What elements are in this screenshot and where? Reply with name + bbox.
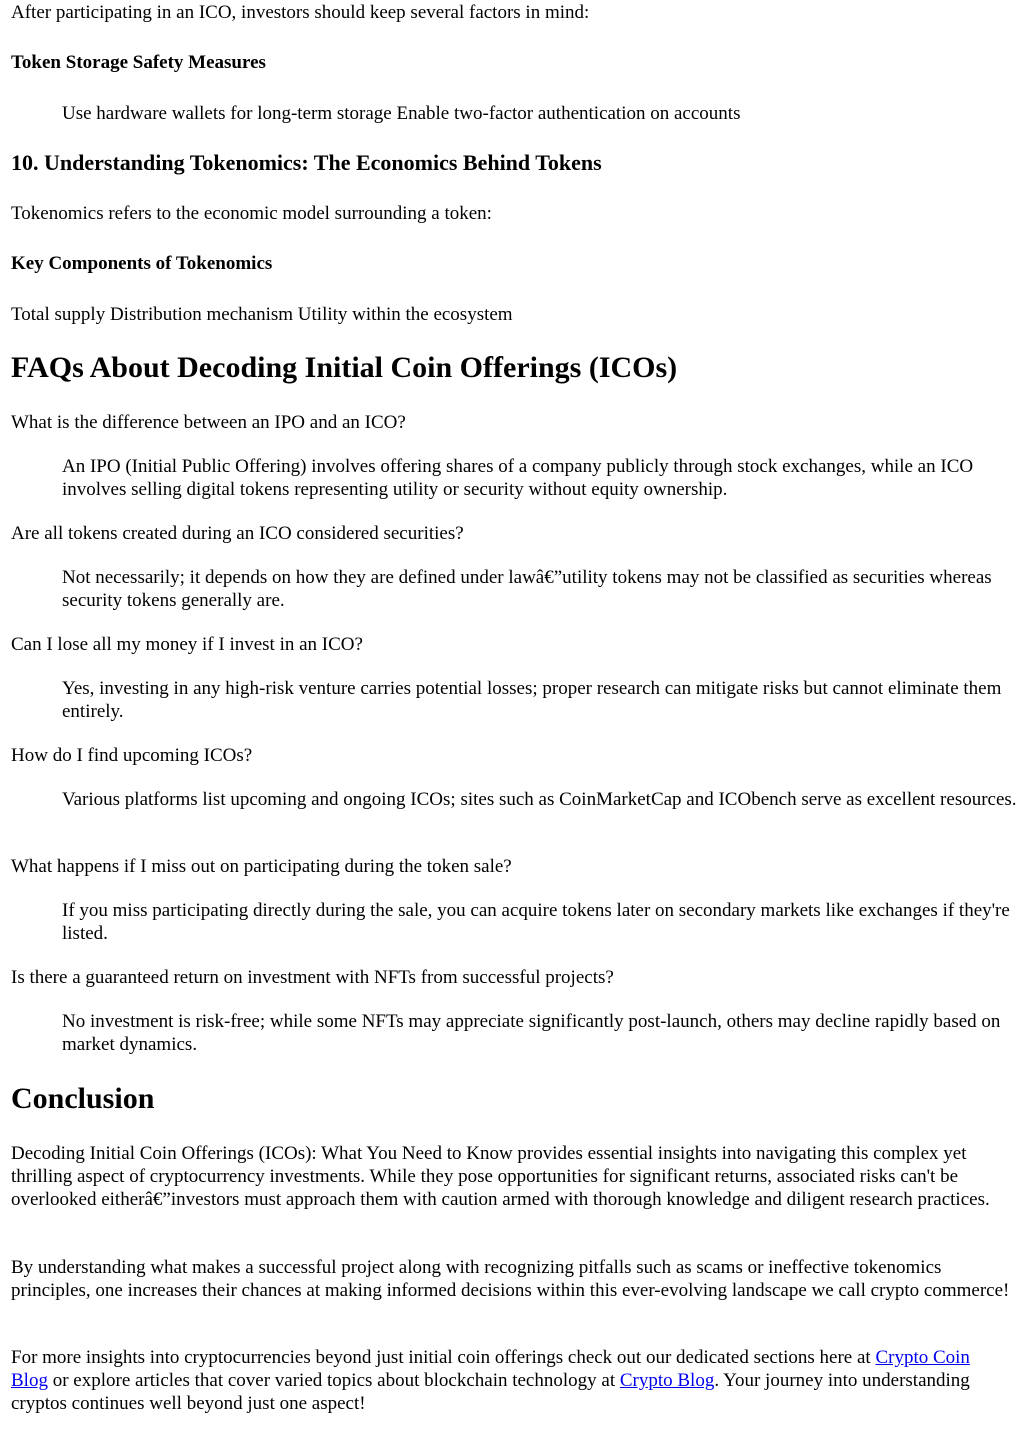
faq-question: Are all tokens created during an ICO considered securities? (11, 523, 464, 544)
faq-answer: Various platforms list upcoming and ongoing ICOs; sites such as CoinMarketCap and ICObench serve as excellent resources. (62, 789, 1017, 810)
faq-answer: Yes, investing in any high-risk venture carries potential losses; proper research can mitigate risks but cannot eliminate them entirely. (62, 678, 1002, 722)
conclusion-text: For more insights into cryptocurrencies beyond just initial coin offerings check out our dedicated sections here at (11, 1347, 876, 1368)
tokenomics-subheading: Key Components of Tokenomics (11, 253, 273, 274)
conclusion-heading: Conclusion (11, 1082, 155, 1115)
faq-answer: An IPO (Initial Public Offering) involves offering shares of a company publicly through stock exchanges, while an ICO involves selling digital tokens representing utility or security without equity ownership. (62, 456, 974, 500)
faq-question: What is the difference between an IPO and an ICO? (11, 412, 406, 433)
conclusion-links-paragraph (11, 1346, 1009, 1415)
intro-paragraph: After participating in an ICO, investors should keep several factors in mind: (11, 2, 590, 23)
faq-question: How do I find upcoming ICOs? (11, 745, 253, 766)
tokenomics-list: Total supply Distribution mechanism Utility within the ecosystem (11, 304, 513, 325)
faq-question: What happens if I miss out on participating during the token sale? (11, 856, 512, 877)
faq-question: Is there a guaranteed return on investment with NFTs from successful projects? (11, 967, 614, 988)
storage-heading: Token Storage Safety Measures (11, 52, 266, 73)
crypto-coin-blog-link[interactable]: Crypto Coin Blog (11, 1347, 970, 1391)
conclusion-text: . Your journey into understanding cryptos continues well beyond just one aspect! (11, 1370, 970, 1414)
crypto-blog-link[interactable]: Crypto Blog (619, 1370, 715, 1391)
tokenomics-heading: 10. Understanding Tokenomics: The Economics Behind Tokens (11, 150, 602, 175)
faq-heading: FAQs About Decoding Initial Coin Offerings (ICOs) (11, 351, 678, 384)
conclusion-text: or explore articles that cover varied topics about blockchain technology at (47, 1370, 620, 1391)
conclusion-paragraph: Decoding Initial Coin Offerings (ICOs): What You Need to Know provides essential insights into navigating this complex yet thrilling aspect of cryptocurrency investments. While they pose opportunities for significant returns, associated risks can't be overlooked eitherâ€”investors must approach them with caution armed with thorough knowledge and diligent research practices. (11, 1143, 990, 1210)
faq-answer: Not necessarily; it depends on how they are defined under lawâ€”utility tokens may not be classified as securities whereas security tokens generally are. (62, 567, 992, 611)
faq-answer: If you miss participating directly during the sale, you can acquire tokens later on secondary markets like exchanges if they're listed. (62, 900, 1010, 944)
faq-question: Can I lose all my money if I invest in an ICO? (11, 634, 363, 655)
faq-answer: No investment is risk-free; while some NFTs may appreciate significantly post-launch, others may decline rapidly based on market dynamics. (62, 1011, 1001, 1055)
tokenomics-intro: Tokenomics refers to the economic model surrounding a token: (11, 203, 492, 224)
conclusion-paragraph: By understanding what makes a successful project along with recognizing pitfalls such as scams or ineffective tokenomics principles, one increases their chances at making informed decisions within this ever-evolving landscape we call crypto commerce! (11, 1257, 1010, 1301)
storage-list: Use hardware wallets for long-term storage Enable two-factor authentication on accounts (62, 103, 741, 124)
